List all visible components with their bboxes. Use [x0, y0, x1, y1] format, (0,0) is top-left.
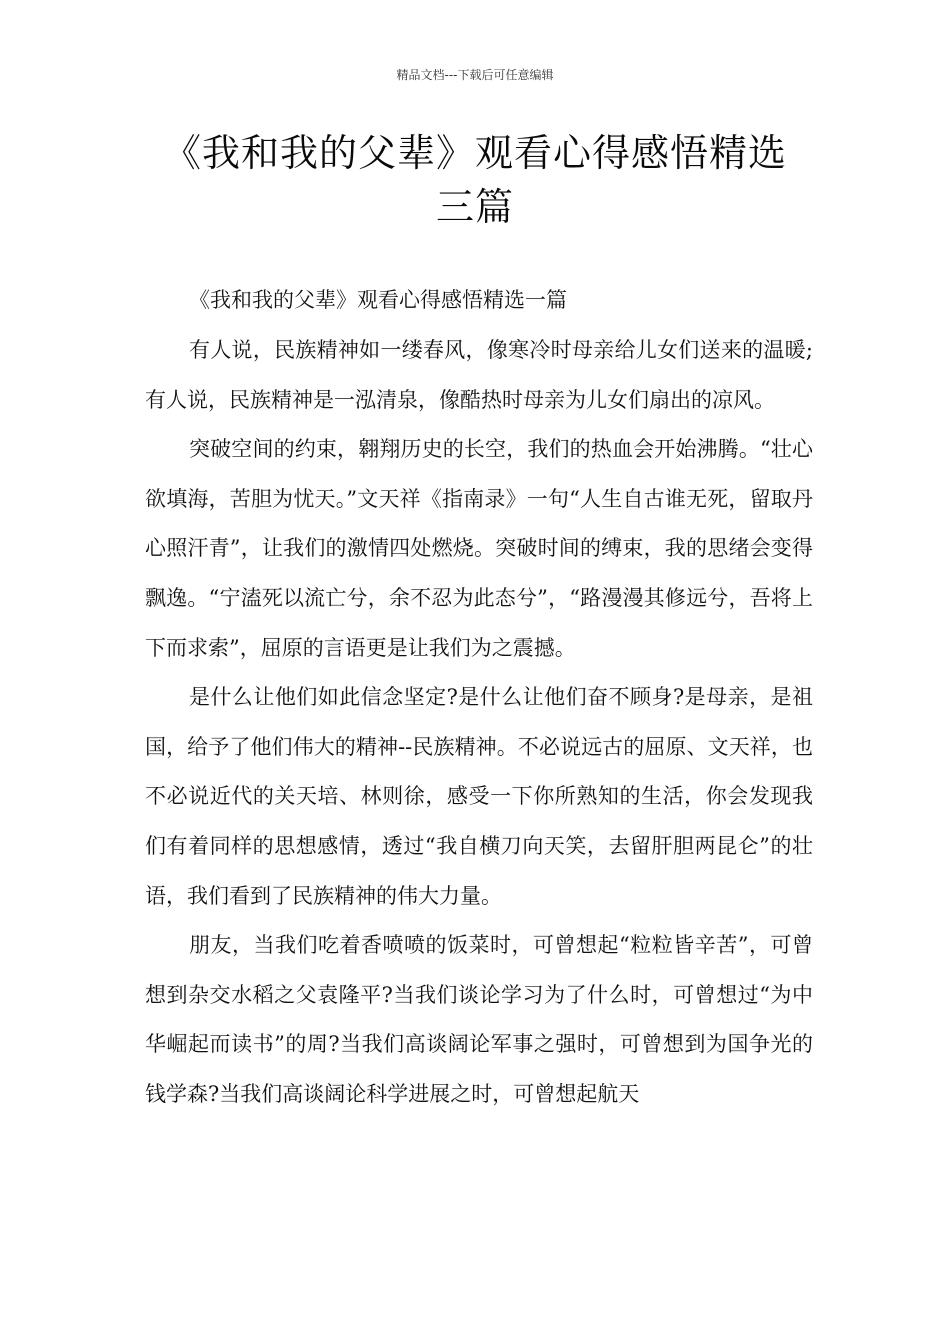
paragraph: 是什么让他们如此信念坚定?是什么让他们奋不顾身?是母亲，是祖国，给予了他们伟大的精神--民族精神。不必说远古的屈原、文天祥，也不必说近代的关天培、林则徐，感受一下你所熟知的生活，你会发现我们有着同样的思想感情，透过“我自横刀向天笑，去留肝胆两昆仑”的壮语，我们看到了民族精神的伟大力量。 [145, 685, 813, 908]
document-body [145, 274, 813, 1120]
paragraph: 朋友，当我们吃着香喷喷的饭菜时，可曾想起“粒粒皆辛苦”，可曾想到杂交水稻之父袁隆平?当我们谈论学习为了什么时，可曾想过“为中华崛起而读书”的周?当我们高谈阔论军事之强时，可曾想到为国争光的钱学森?当我们高谈阔论科学进展之时，可曾想起航天 [145, 933, 813, 1106]
document-title: 《我和我的父辈》观看心得感悟精选三篇 [162, 131, 787, 229]
paragraph: 突破空间的约束，翱翔历史的长空，我们的热血会开始沸腾。“壮心欲填海，苦胆为忧天。”文天祥《指南录》一句“人生自古谁无死，留取丹心照汗青”，让我们的激情四处燃烧。突破时间的缚束，我的思绪会变得飘逸。“宁溘死以流亡兮，余不忍为此态兮”，“路漫漫其修远兮，吾将上下而求索”，屈原的言语更是让我们为之震撼。 [145, 437, 813, 660]
paragraph: 有人说，民族精神如一缕春风，像寒冷时母亲给儿女们送来的温暖;有人说，民族精神是一泓清泉，像酷热时母亲为儿女们扇出的凉风。 [145, 338, 813, 412]
section-heading: 《我和我的父辈》观看心得感悟精选一篇 [189, 288, 567, 312]
header-note: 精品文档---下载后可任意编辑 [396, 68, 554, 82]
